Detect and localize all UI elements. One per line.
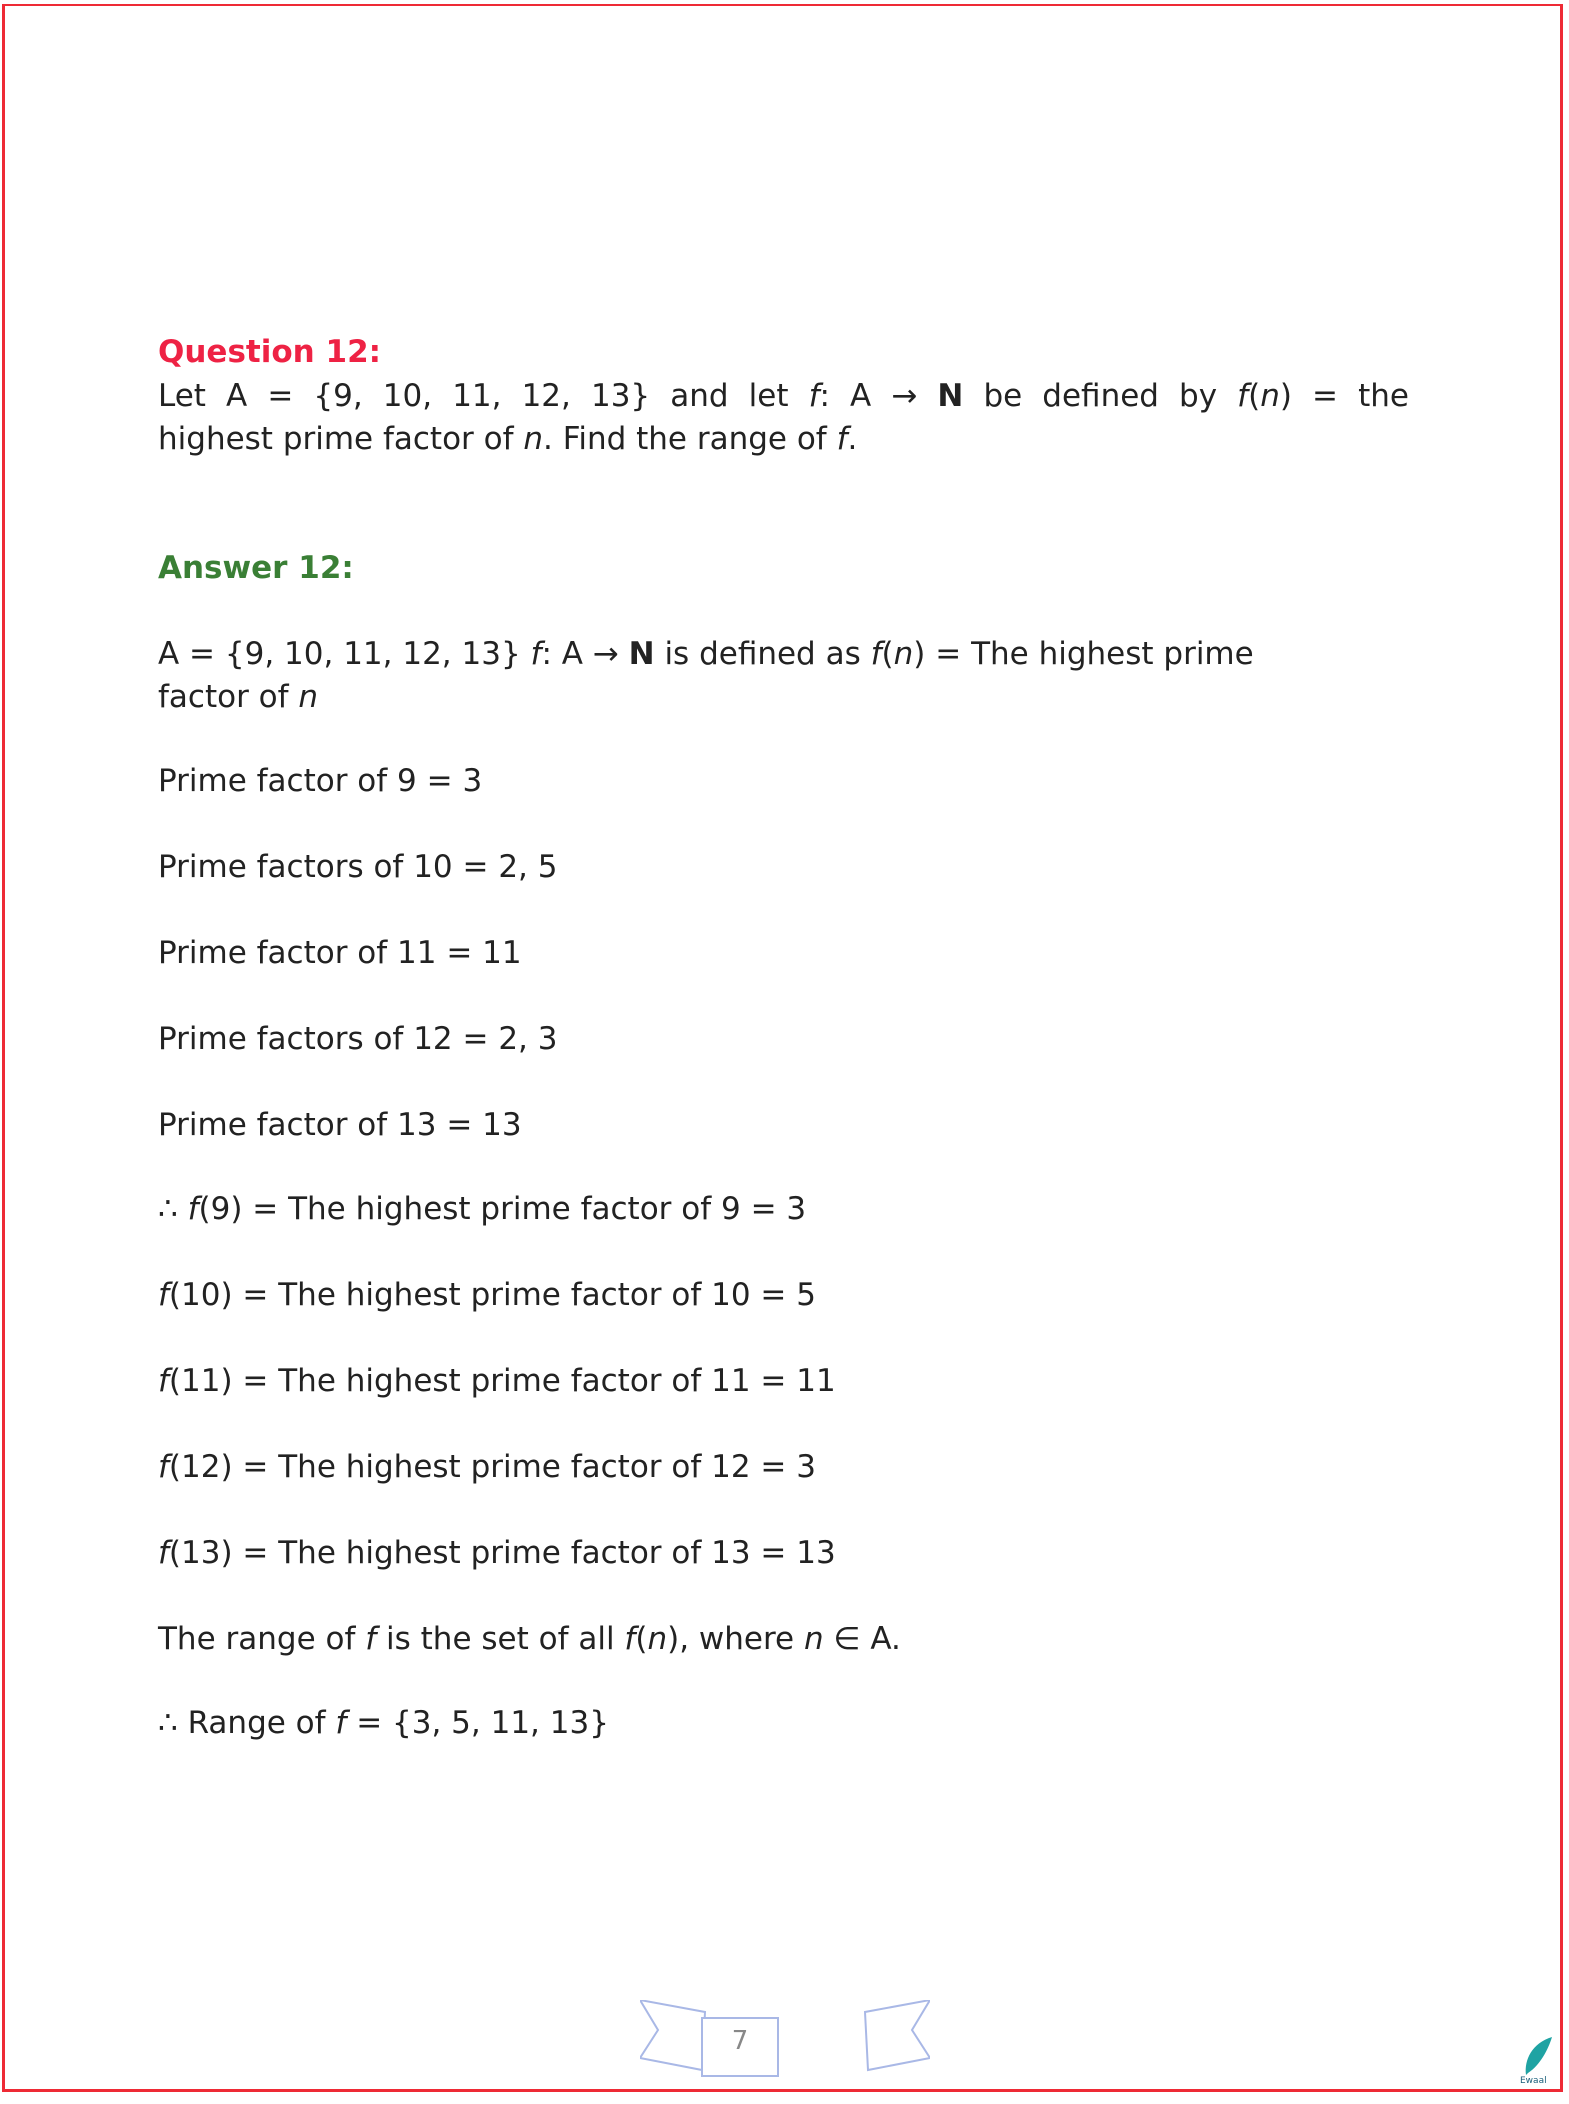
answer-text-line [158, 1360, 836, 1402]
logo [1518, 2035, 1558, 2085]
text-segment: (9) = The highest prime factor of 9 = 3 [198, 1191, 807, 1227]
math-variable: f [365, 1621, 377, 1657]
text-segment: ( [635, 1621, 648, 1657]
question-text-line [158, 375, 1409, 417]
answer-text-line [158, 1274, 816, 1316]
math-variable: n [647, 1621, 668, 1657]
text-segment: is the set of all [376, 1621, 625, 1657]
text-segment: Let A = {9, 10, 11, 12, 13} and let [158, 378, 809, 414]
text-segment: (10) = The highest prime factor of 10 = 5 [168, 1277, 816, 1313]
math-variable: f [808, 378, 820, 414]
math-variable: n [893, 636, 914, 672]
text-segment: ), where [667, 1621, 804, 1657]
answer-text-line [158, 846, 557, 888]
text-segment: Prime factor of 11 = 11 [158, 935, 522, 971]
answer-text-line [158, 633, 1254, 675]
text-segment: (13) = The highest prime factor of 13 = 13 [168, 1535, 836, 1571]
page-number: 7 [731, 2026, 749, 2056]
answer-text-line [158, 676, 318, 718]
page-number-ribbon [640, 2000, 930, 2090]
answer-text-line [158, 1532, 836, 1574]
math-variable: f [158, 1277, 169, 1313]
text-segment: ∴ [158, 1191, 188, 1227]
math-variable: f [335, 1705, 347, 1741]
math-variable: f [836, 421, 848, 457]
text-segment: be defined by [963, 378, 1238, 414]
math-variable: n [523, 421, 544, 457]
text-segment: ∴ Range of [158, 1705, 336, 1741]
math-variable: f [187, 1191, 199, 1227]
text-segment: The range of [158, 1621, 366, 1657]
answer-text-line [158, 1104, 522, 1146]
answer-text-line [158, 760, 482, 802]
text-segment: : A → [819, 378, 938, 414]
math-variable: f [870, 636, 882, 672]
text-segment: Prime factor of 13 = 13 [158, 1107, 522, 1143]
math-variable: n [1260, 378, 1280, 414]
math-variable: f [1237, 378, 1249, 414]
answer-text-line [158, 1618, 901, 1660]
text-segment: = {3, 5, 11, 13} [346, 1705, 609, 1741]
math-variable: n [803, 1621, 824, 1657]
answer-text-line [158, 1446, 816, 1488]
math-set-symbol: N [937, 378, 964, 414]
text-segment: ∈ A. [823, 1621, 901, 1657]
answer-text-line [158, 1018, 557, 1060]
text-segment: ( [881, 636, 894, 672]
text-segment: : A → [541, 636, 629, 672]
text-segment: Prime factors of 10 = 2, 5 [158, 849, 558, 885]
math-variable: n [298, 679, 319, 715]
answer-text-line [158, 1188, 806, 1230]
text-segment: highest prime factor of [158, 421, 524, 457]
text-segment: Prime factor of 9 = 3 [158, 763, 483, 799]
question-title: Question 12: [158, 334, 382, 370]
answer-title: Answer 12: [158, 550, 354, 586]
math-variable: f [158, 1449, 169, 1485]
math-set-symbol: N [628, 636, 655, 672]
question-text-line [158, 418, 857, 460]
text-segment: ( [1248, 378, 1261, 414]
math-variable: f [158, 1535, 169, 1571]
text-segment: A = {9, 10, 11, 12, 13} [158, 636, 531, 672]
feather-logo-icon [1518, 2035, 1558, 2085]
text-segment: (12) = The highest prime factor of 12 = 3 [168, 1449, 816, 1485]
text-segment: . [847, 421, 858, 457]
math-variable: f [158, 1363, 169, 1399]
text-segment: . Find the range of [543, 421, 837, 457]
text-segment: Prime factors of 12 = 2, 3 [158, 1021, 558, 1057]
text-segment: ) = the [1279, 378, 1409, 414]
answer-text-line [158, 1702, 609, 1744]
math-variable: f [624, 1621, 636, 1657]
text-segment: (11) = The highest prime factor of 11 = 11 [168, 1363, 836, 1399]
text-segment: ) = The highest prime [913, 636, 1254, 672]
svg-text:Ewaal: Ewaal [1520, 2076, 1547, 2085]
ribbon-icon [640, 2000, 930, 2090]
text-segment: factor of [158, 679, 299, 715]
math-variable: f [530, 636, 542, 672]
text-segment: is defined as [654, 636, 871, 672]
answer-text-line [158, 932, 522, 974]
